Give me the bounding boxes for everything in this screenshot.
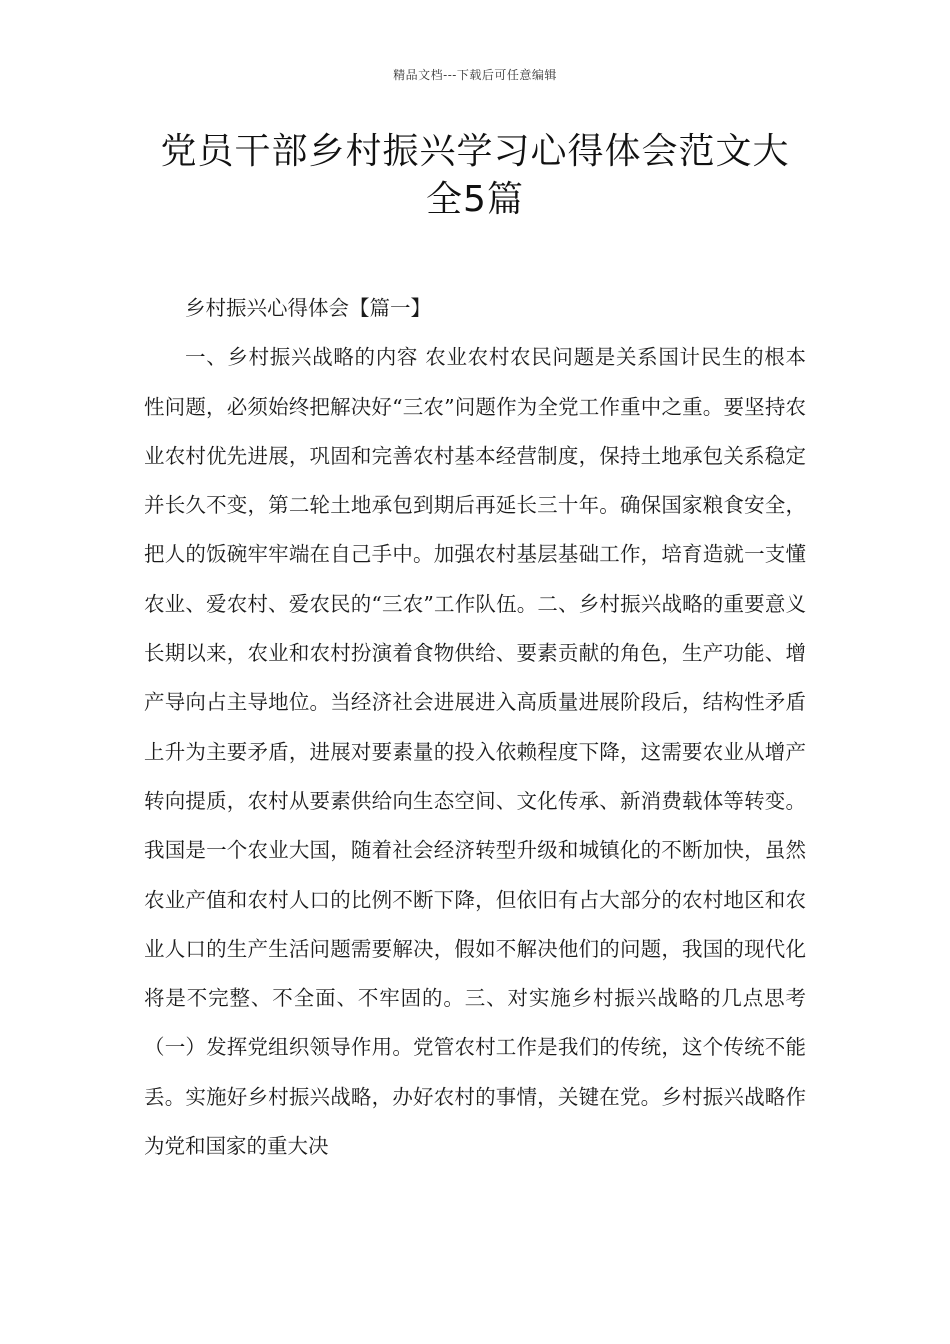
- section-heading: 乡村振兴心得体会【篇一】: [185, 296, 431, 320]
- title-line-2: 全5篇: [426, 179, 524, 220]
- body-paragraph: 一、乡村振兴战略的内容 农业农村农民问题是关系国计民生的根本性问题，必须始终把解决好“三农”问题作为全党工作重中之重。要坚持农业农村优先进展，巩固和完善农村基本经营制度，保持土地承包关系稳定并长久不变，第二轮土地承包到期后再延长三十年。确保国家粮食安全，把人的饭碗牢牢端在自己手中。加强农村基层基础工作，培育造就一支懂农业、爱农村、爱农民的“三农”工作队伍。二、乡村振兴战略的重要意义 长期以来，农业和农村扮演着食物供给、要素贡献的角色，生产功能、增产导向占主导地位。当经济社会进展进入高质量进展阶段后，结构性矛盾上升为主要矛盾，进展对要素量的投入依赖程度下降，这需要农业从增产转向提质，农村从要素供给向生态空间、文化传承、新消费载体等转变。我国是一个农业大国，随着社会经济转型升级和城镇化的不断加快，虽然农业产值和农村人口的比例不断下降，但依旧有占大部分的农村地区和农业人口的生产生活问题需要解决，假如不解决他们的问题，我国的现代化将是不完整、不全面、不牢固的。三、对实施乡村振兴战略的几点思考（一）发挥党组织领导作用。党管农村工作是我们的传统，这个传统不能丢。实施好乡村振兴战略，办好农村的事情，关键在党。乡村振兴战略作为党和国家的重大决: [144, 345, 806, 1159]
- document-title: [130, 128, 820, 224]
- header-note: 精品文档---下载后可任意编辑: [393, 68, 557, 82]
- document-body: [144, 284, 806, 1171]
- title-line-1: 党员干部乡村振兴学习心得体会范文大: [160, 131, 790, 172]
